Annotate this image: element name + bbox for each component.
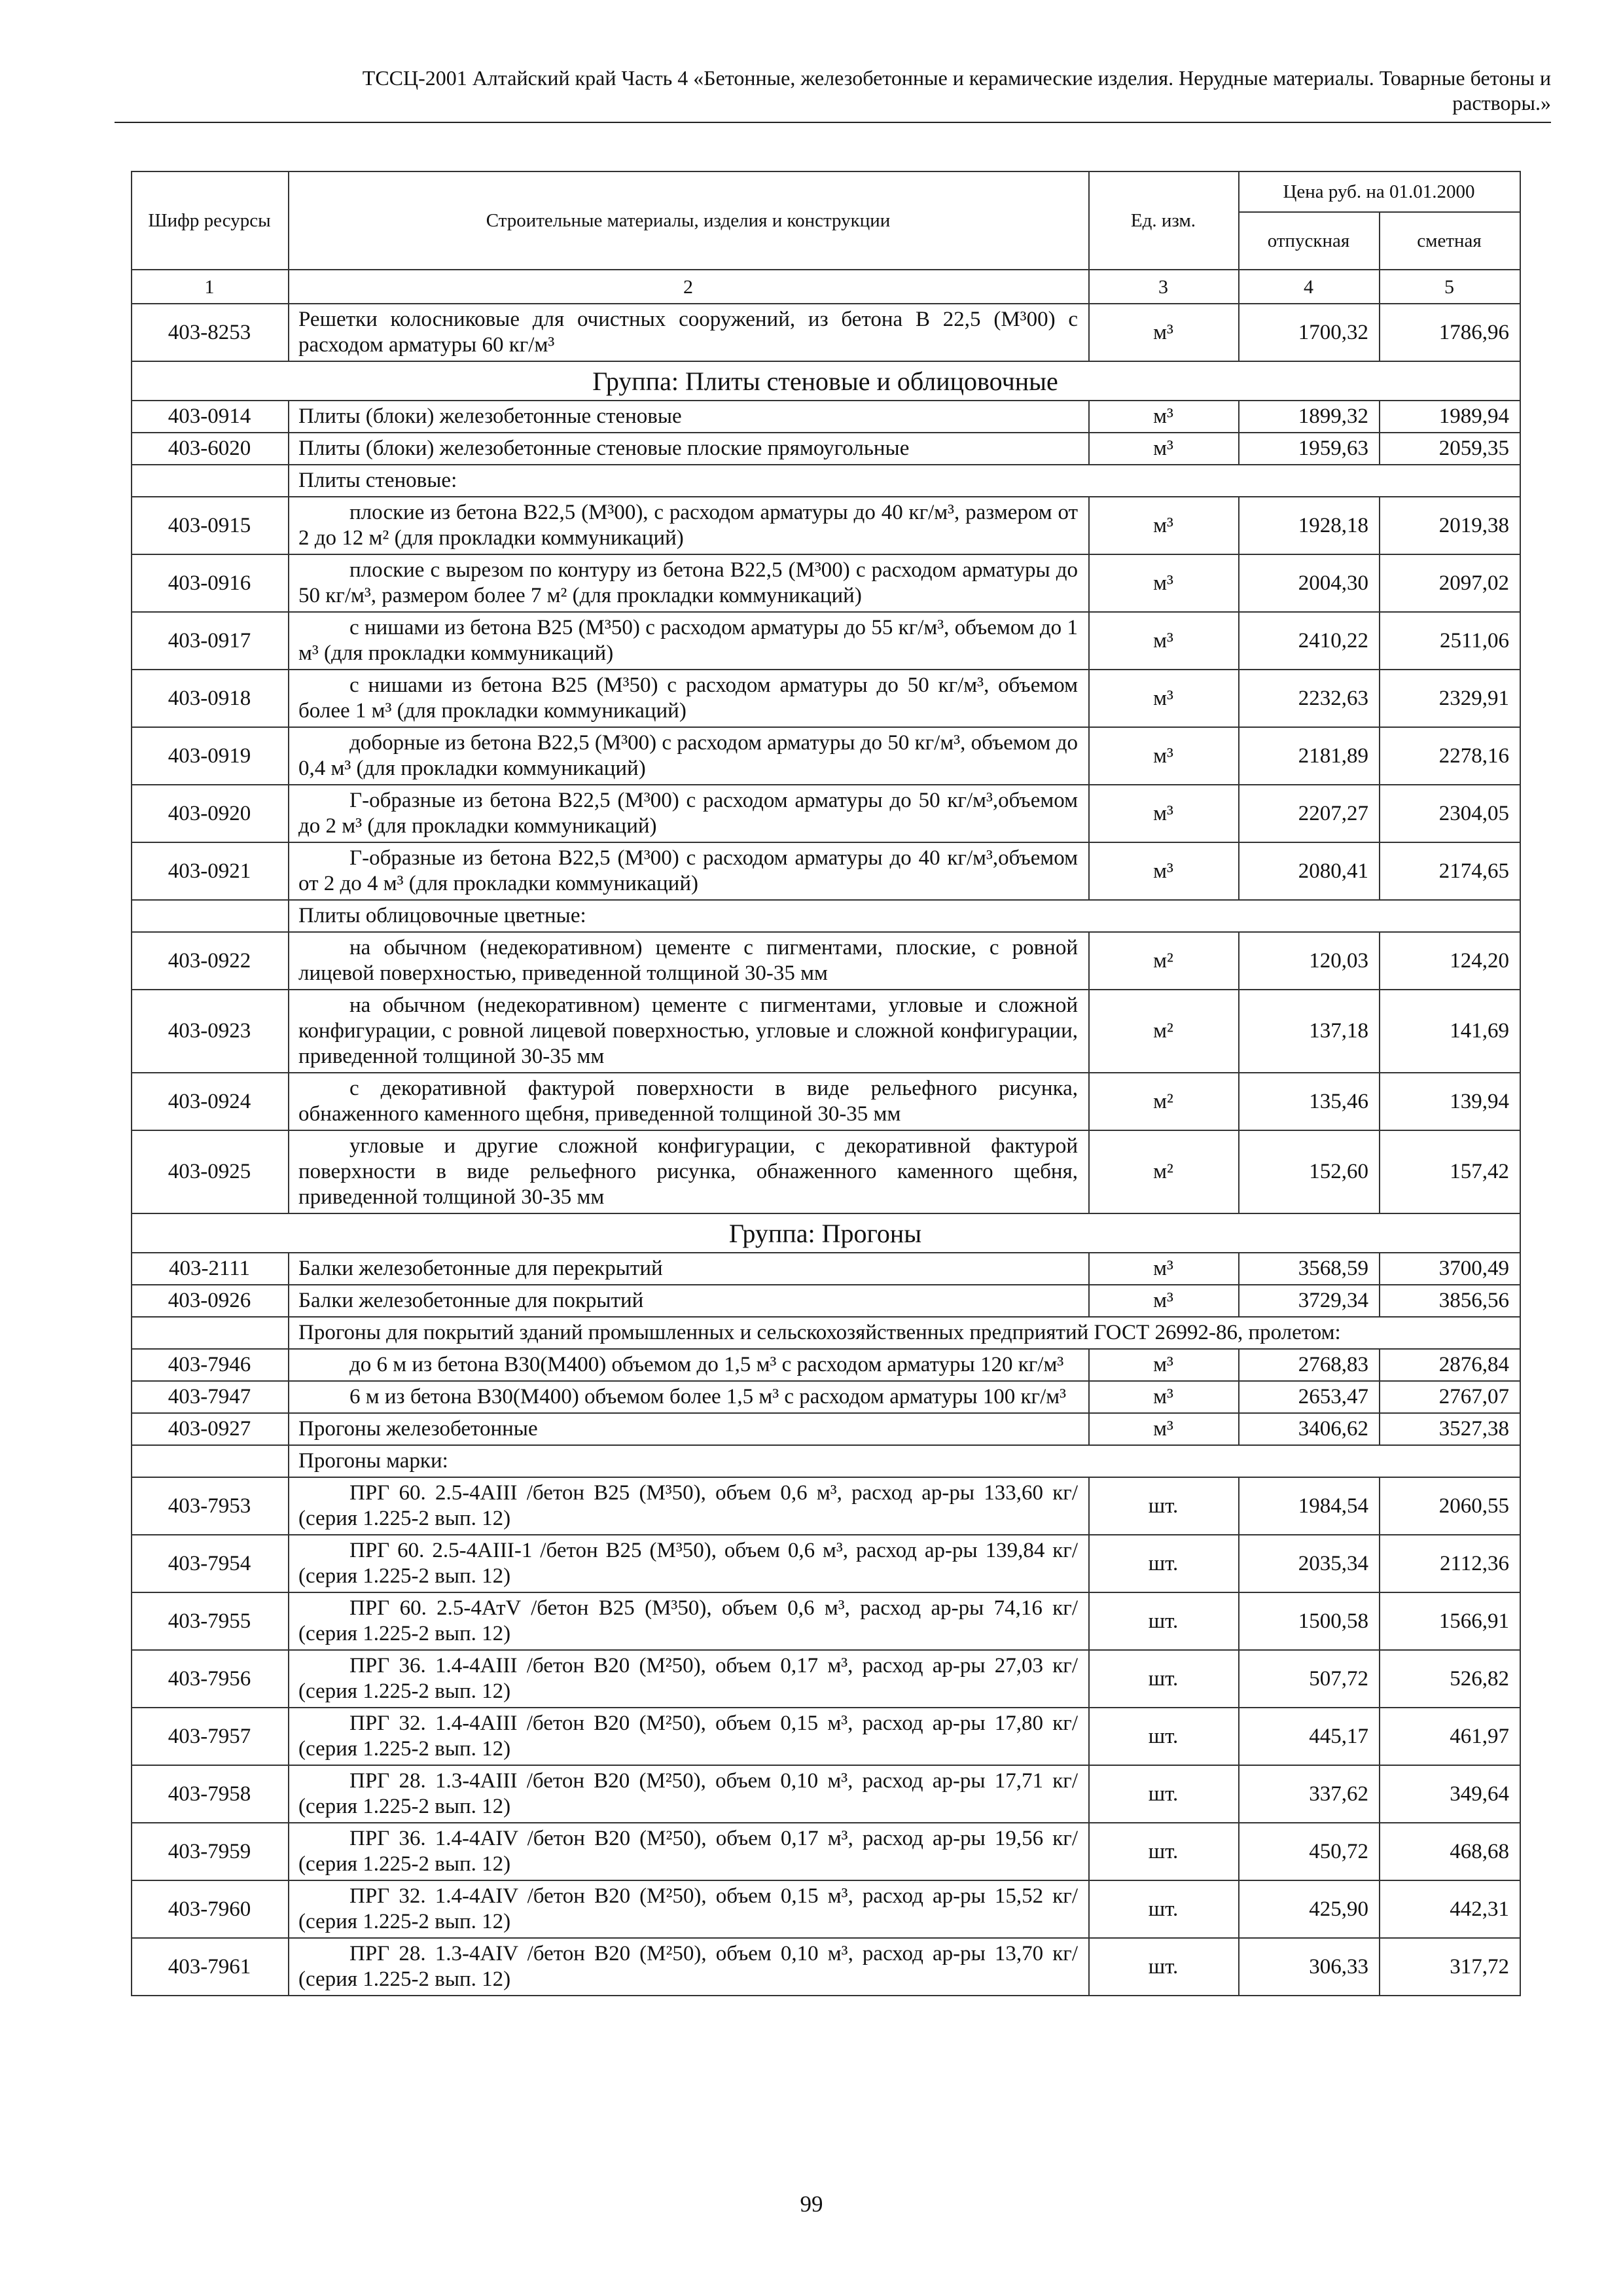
estimate-price: 349,64 (1380, 1765, 1520, 1823)
release-price: 3406,62 (1239, 1413, 1380, 1445)
resource-code: 403-8253 (132, 304, 289, 361)
empty-code-cell (132, 465, 289, 497)
unit-of-measure: м³ (1089, 497, 1239, 554)
estimate-price: 461,97 (1380, 1708, 1520, 1765)
subheading-row (132, 465, 1520, 497)
unit-of-measure: шт. (1089, 1938, 1239, 1996)
material-name: с нишами из бетона В25 (М³50) с расходом арматуры до 50 кг/м³, объемом более 1 м³ (для прокладки коммуникаций) (289, 670, 1089, 727)
resource-code: 403-0918 (132, 670, 289, 727)
table-row (132, 1765, 1520, 1823)
material-name: доборные из бетона В22,5 (М³00) с расходом арматуры до 50 кг/м³, объемом до 0,4 м³ (для прокладки коммуникаций) (289, 727, 1089, 785)
material-name: ПРГ 28. 1.3-4АIV /бетон В20 (М²50), объем 0,10 м³, расход ар-ры 13,70 кг/ (серия 1.225-2 вып. 12) (289, 1938, 1089, 1996)
column-number: 5 (1380, 270, 1520, 304)
subheading: Прогоны марки: (289, 1445, 1520, 1477)
release-price: 445,17 (1239, 1708, 1380, 1765)
estimate-price: 2278,16 (1380, 727, 1520, 785)
unit-of-measure: м³ (1089, 1413, 1239, 1445)
estimate-price: 317,72 (1380, 1938, 1520, 1996)
material-name: Балки железобетонные для перекрытий (289, 1253, 1089, 1285)
header-code: Шифр ресурсы (132, 171, 289, 270)
header-release: отпускная (1239, 212, 1380, 270)
unit-of-measure: м² (1089, 990, 1239, 1073)
header-line-1: ТССЦ-2001 Алтайский край Часть 4 «Бетонные, железобетонные и керамические изделия. Нерудные материалы. Товарные бетоны и (362, 66, 1551, 90)
release-price: 2653,47 (1239, 1381, 1380, 1413)
unit-of-measure: м³ (1089, 785, 1239, 842)
resource-code: 403-0926 (132, 1285, 289, 1317)
estimate-price: 1566,91 (1380, 1592, 1520, 1650)
resource-code: 403-7955 (132, 1592, 289, 1650)
release-price: 2080,41 (1239, 842, 1380, 900)
estimate-price: 2329,91 (1380, 670, 1520, 727)
estimate-price: 2097,02 (1380, 554, 1520, 612)
resource-code: 403-0927 (132, 1413, 289, 1445)
subheading-row (132, 1445, 1520, 1477)
unit-of-measure: м³ (1089, 1381, 1239, 1413)
unit-of-measure: м³ (1089, 1253, 1239, 1285)
material-name: ПРГ 60. 2.5-4АIII-1 /бетон В25 (М³50), объем 0,6 м³, расход ар-ры 139,84 кг/ (серия 1.225-2 вып. 12) (289, 1535, 1089, 1592)
table-row (132, 1708, 1520, 1765)
table-row (132, 1650, 1520, 1708)
unit-of-measure: м³ (1089, 727, 1239, 785)
estimate-price: 1786,96 (1380, 304, 1520, 361)
page-number: 99 (800, 2191, 823, 2217)
column-number: 3 (1089, 270, 1239, 304)
release-price: 1984,54 (1239, 1477, 1380, 1535)
resource-code: 403-7961 (132, 1938, 289, 1996)
release-price: 152,60 (1239, 1130, 1380, 1213)
resource-code: 403-0925 (132, 1130, 289, 1213)
estimate-price: 1989,94 (1380, 401, 1520, 433)
release-price: 2181,89 (1239, 727, 1380, 785)
unit-of-measure: шт. (1089, 1880, 1239, 1938)
resource-code: 403-7959 (132, 1823, 289, 1880)
release-price: 1959,63 (1239, 433, 1380, 465)
resource-code: 403-0914 (132, 401, 289, 433)
release-price: 3568,59 (1239, 1253, 1380, 1285)
estimate-price: 157,42 (1380, 1130, 1520, 1213)
page-header (115, 65, 1551, 115)
material-name: Плиты (блоки) железобетонные стеновые плоские прямоугольные (289, 433, 1089, 465)
table-row (132, 401, 1520, 433)
release-price: 1928,18 (1239, 497, 1380, 554)
table-body (132, 304, 1520, 1996)
release-price: 450,72 (1239, 1823, 1380, 1880)
unit-of-measure: шт. (1089, 1477, 1239, 1535)
empty-code-cell (132, 900, 289, 932)
column-numbers-row (132, 270, 1520, 304)
column-number: 1 (132, 270, 289, 304)
subheading-row (132, 1317, 1520, 1349)
empty-code-cell (132, 1445, 289, 1477)
column-number: 2 (289, 270, 1089, 304)
table-row (132, 1285, 1520, 1317)
unit-of-measure: м³ (1089, 304, 1239, 361)
unit-of-measure: м² (1089, 1130, 1239, 1213)
estimate-price: 442,31 (1380, 1880, 1520, 1938)
material-name: ПРГ 60. 2.5-4АIII /бетон В25 (М³50), объем 0,6 м³, расход ар-ры 133,60 кг/ (серия 1.225-2 вып. 12) (289, 1477, 1089, 1535)
empty-code-cell (132, 1317, 289, 1349)
estimate-price: 2112,36 (1380, 1535, 1520, 1592)
subheading: Плиты стеновые: (289, 465, 1520, 497)
table-row (132, 1535, 1520, 1592)
release-price: 2410,22 (1239, 612, 1380, 670)
estimate-price: 3700,49 (1380, 1253, 1520, 1285)
material-name: ПРГ 60. 2.5-4АтV /бетон В25 (М³50), объем 0,6 м³, расход ар-ры 74,16 кг/ (серия 1.225-2 вып. 12) (289, 1592, 1089, 1650)
estimate-price: 139,94 (1380, 1073, 1520, 1130)
unit-of-measure: шт. (1089, 1708, 1239, 1765)
material-name: Г-образные из бетона В22,5 (М³00) с расходом арматуры до 40 кг/м³,объемом от 2 до 4 м³ (для прокладки коммуникаций) (289, 842, 1089, 900)
material-name: на обычном (недекоративном) цементе с пигментами, угловые и сложной конфигурации, с ровной лицевой поверхностью, угловые и сложной конфигурации, приведенной толщиной 30-35 мм (289, 990, 1089, 1073)
release-price: 507,72 (1239, 1650, 1380, 1708)
table-row (132, 670, 1520, 727)
release-price: 337,62 (1239, 1765, 1380, 1823)
unit-of-measure: м³ (1089, 670, 1239, 727)
estimate-price: 2059,35 (1380, 433, 1520, 465)
subheading-row (132, 900, 1520, 932)
table-row (132, 990, 1520, 1073)
group-heading-row (132, 1213, 1520, 1253)
unit-of-measure: шт. (1089, 1535, 1239, 1592)
table-row (132, 497, 1520, 554)
header-price: Цена руб. на 01.01.2000 (1239, 171, 1520, 212)
release-price: 120,03 (1239, 932, 1380, 990)
resource-code: 403-2111 (132, 1253, 289, 1285)
group-heading: Группа: Прогоны (132, 1213, 1520, 1253)
unit-of-measure: м³ (1089, 433, 1239, 465)
release-price: 135,46 (1239, 1073, 1380, 1130)
estimate-price: 124,20 (1380, 932, 1520, 990)
price-table (131, 171, 1521, 1996)
unit-of-measure: м² (1089, 1073, 1239, 1130)
material-name: до 6 м из бетона В30(М400) объемом до 1,5 м³ с расходом арматуры 120 кг/м³ (289, 1349, 1089, 1381)
release-price: 3729,34 (1239, 1285, 1380, 1317)
estimate-price: 3527,38 (1380, 1413, 1520, 1445)
resource-code: 403-0917 (132, 612, 289, 670)
table-row (132, 1592, 1520, 1650)
material-name: угловые и другие сложной конфигурации, с декоративной фактурой поверхности в виде рельефного рисунка, обнаженного каменного щебня, приведенной толщиной 30-35 мм (289, 1130, 1089, 1213)
material-name: плоские из бетона В22,5 (М³00), с расходом арматуры до 40 кг/м³, размером от 2 до 12 м² (для прокладки коммуникаций) (289, 497, 1089, 554)
table-row (132, 1938, 1520, 1996)
table-row (132, 1130, 1520, 1213)
resource-code: 403-0915 (132, 497, 289, 554)
material-name: Прогоны железобетонные (289, 1413, 1089, 1445)
unit-of-measure: м³ (1089, 842, 1239, 900)
resource-code: 403-0919 (132, 727, 289, 785)
header-rule (115, 122, 1551, 123)
subheading: Прогоны для покрытий зданий промышленных и сельскохозяйственных предприятий ГОСТ 26992-86, пролетом: (289, 1317, 1520, 1349)
unit-of-measure: м³ (1089, 554, 1239, 612)
material-name: ПРГ 36. 1.4-4АIII /бетон В20 (М²50), объем 0,17 м³, расход ар-ры 27,03 кг/ (серия 1.225-2 вып. 12) (289, 1650, 1089, 1708)
estimate-price: 3856,56 (1380, 1285, 1520, 1317)
estimate-price: 526,82 (1380, 1650, 1520, 1708)
material-name: Плиты (блоки) железобетонные стеновые (289, 401, 1089, 433)
material-name: с нишами из бетона В25 (М³50) с расходом арматуры до 55 кг/м³, объемом до 1 м³ (для прокладки коммуникаций) (289, 612, 1089, 670)
table-row (132, 554, 1520, 612)
table-row (132, 842, 1520, 900)
header-line-2: растворы.» (1452, 91, 1551, 115)
table-row (132, 727, 1520, 785)
estimate-price: 2174,65 (1380, 842, 1520, 900)
unit-of-measure: м³ (1089, 401, 1239, 433)
table-row (132, 1880, 1520, 1938)
table-row (132, 785, 1520, 842)
release-price: 1700,32 (1239, 304, 1380, 361)
estimate-price: 2767,07 (1380, 1381, 1520, 1413)
estimate-price: 141,69 (1380, 990, 1520, 1073)
subheading: Плиты облицовочные цветные: (289, 900, 1520, 932)
header-estimate: сметная (1380, 212, 1520, 270)
resource-code: 403-0916 (132, 554, 289, 612)
material-name: 6 м из бетона В30(М400) объемом более 1,5 м³ с расходом арматуры 100 кг/м³ (289, 1381, 1089, 1413)
table-row (132, 1073, 1520, 1130)
resource-code: 403-6020 (132, 433, 289, 465)
resource-code: 403-7946 (132, 1349, 289, 1381)
table-row (132, 433, 1520, 465)
material-name: Балки железобетонные для покрытий (289, 1285, 1089, 1317)
unit-of-measure: шт. (1089, 1592, 1239, 1650)
material-name: Г-образные из бетона В22,5 (М³00) с расходом арматуры до 50 кг/м³,объемом до 2 м³ (для прокладки коммуникаций) (289, 785, 1089, 842)
table-row (132, 1381, 1520, 1413)
resource-code: 403-7956 (132, 1650, 289, 1708)
resource-code: 403-0921 (132, 842, 289, 900)
estimate-price: 2304,05 (1380, 785, 1520, 842)
resource-code: 403-7957 (132, 1708, 289, 1765)
unit-of-measure: м³ (1089, 1285, 1239, 1317)
resource-code: 403-7960 (132, 1880, 289, 1938)
release-price: 1899,32 (1239, 401, 1380, 433)
unit-of-measure: м² (1089, 932, 1239, 990)
material-name: ПРГ 28. 1.3-4АIII /бетон В20 (М²50), объем 0,10 м³, расход ар-ры 17,71 кг/ (серия 1.225-2 вып. 12) (289, 1765, 1089, 1823)
resource-code: 403-7958 (132, 1765, 289, 1823)
unit-of-measure: шт. (1089, 1823, 1239, 1880)
table-row (132, 932, 1520, 990)
resource-code: 403-7953 (132, 1477, 289, 1535)
material-name: ПРГ 36. 1.4-4АIV /бетон В20 (М²50), объем 0,17 м³, расход ар-ры 19,56 кг/ (серия 1.225-2 вып. 12) (289, 1823, 1089, 1880)
estimate-price: 2019,38 (1380, 497, 1520, 554)
table-row (132, 1823, 1520, 1880)
release-price: 425,90 (1239, 1880, 1380, 1938)
table-row (132, 1413, 1520, 1445)
table-row (132, 1477, 1520, 1535)
resource-code: 403-0922 (132, 932, 289, 990)
resource-code: 403-0924 (132, 1073, 289, 1130)
unit-of-measure: м³ (1089, 612, 1239, 670)
header-unit: Ед. изм. (1089, 171, 1239, 270)
table-row (132, 1253, 1520, 1285)
material-name: на обычном (недекоративном) цементе с пигментами, плоские, с ровной лицевой поверхностью, приведенной толщиной 30-35 мм (289, 932, 1089, 990)
release-price: 1500,58 (1239, 1592, 1380, 1650)
resource-code: 403-0920 (132, 785, 289, 842)
release-price: 2768,83 (1239, 1349, 1380, 1381)
column-number: 4 (1239, 270, 1380, 304)
group-heading: Группа: Плиты стеновые и облицовочные (132, 361, 1520, 401)
release-price: 2004,30 (1239, 554, 1380, 612)
estimate-price: 2876,84 (1380, 1349, 1520, 1381)
estimate-price: 2060,55 (1380, 1477, 1520, 1535)
resource-code: 403-0923 (132, 990, 289, 1073)
material-name: плоские с вырезом по контуру из бетона В22,5 (М³00) с расходом арматуры до 50 кг/м³, размером более 7 м² (для прокладки коммуникаций) (289, 554, 1089, 612)
unit-of-measure: шт. (1089, 1650, 1239, 1708)
unit-of-measure: м³ (1089, 1349, 1239, 1381)
release-price: 2207,27 (1239, 785, 1380, 842)
resource-code: 403-7954 (132, 1535, 289, 1592)
material-name: с декоративной фактурой поверхности в виде рельефного рисунка, обнаженного каменного щебня, приведенной толщиной 30-35 мм (289, 1073, 1089, 1130)
release-price: 2232,63 (1239, 670, 1380, 727)
release-price: 306,33 (1239, 1938, 1380, 1996)
release-price: 2035,34 (1239, 1535, 1380, 1592)
material-name: ПРГ 32. 1.4-4АIV /бетон В20 (М²50), объем 0,15 м³, расход ар-ры 15,52 кг/ (серия 1.225-2 вып. 12) (289, 1880, 1089, 1938)
table-row (132, 304, 1520, 361)
header-name: Строительные материалы, изделия и конструкции (289, 171, 1089, 270)
unit-of-measure: шт. (1089, 1765, 1239, 1823)
resource-code: 403-7947 (132, 1381, 289, 1413)
release-price: 137,18 (1239, 990, 1380, 1073)
table-row (132, 1349, 1520, 1381)
group-heading-row (132, 361, 1520, 401)
estimate-price: 468,68 (1380, 1823, 1520, 1880)
estimate-price: 2511,06 (1380, 612, 1520, 670)
table-row (132, 612, 1520, 670)
material-name: Решетки колосниковые для очистных сооружений, из бетона В 22,5 (М³00) с расходом арматуры 60 кг/м³ (289, 304, 1089, 361)
material-name: ПРГ 32. 1.4-4АIII /бетон В20 (М²50), объем 0,15 м³, расход ар-ры 17,80 кг/ (серия 1.225-2 вып. 12) (289, 1708, 1089, 1765)
